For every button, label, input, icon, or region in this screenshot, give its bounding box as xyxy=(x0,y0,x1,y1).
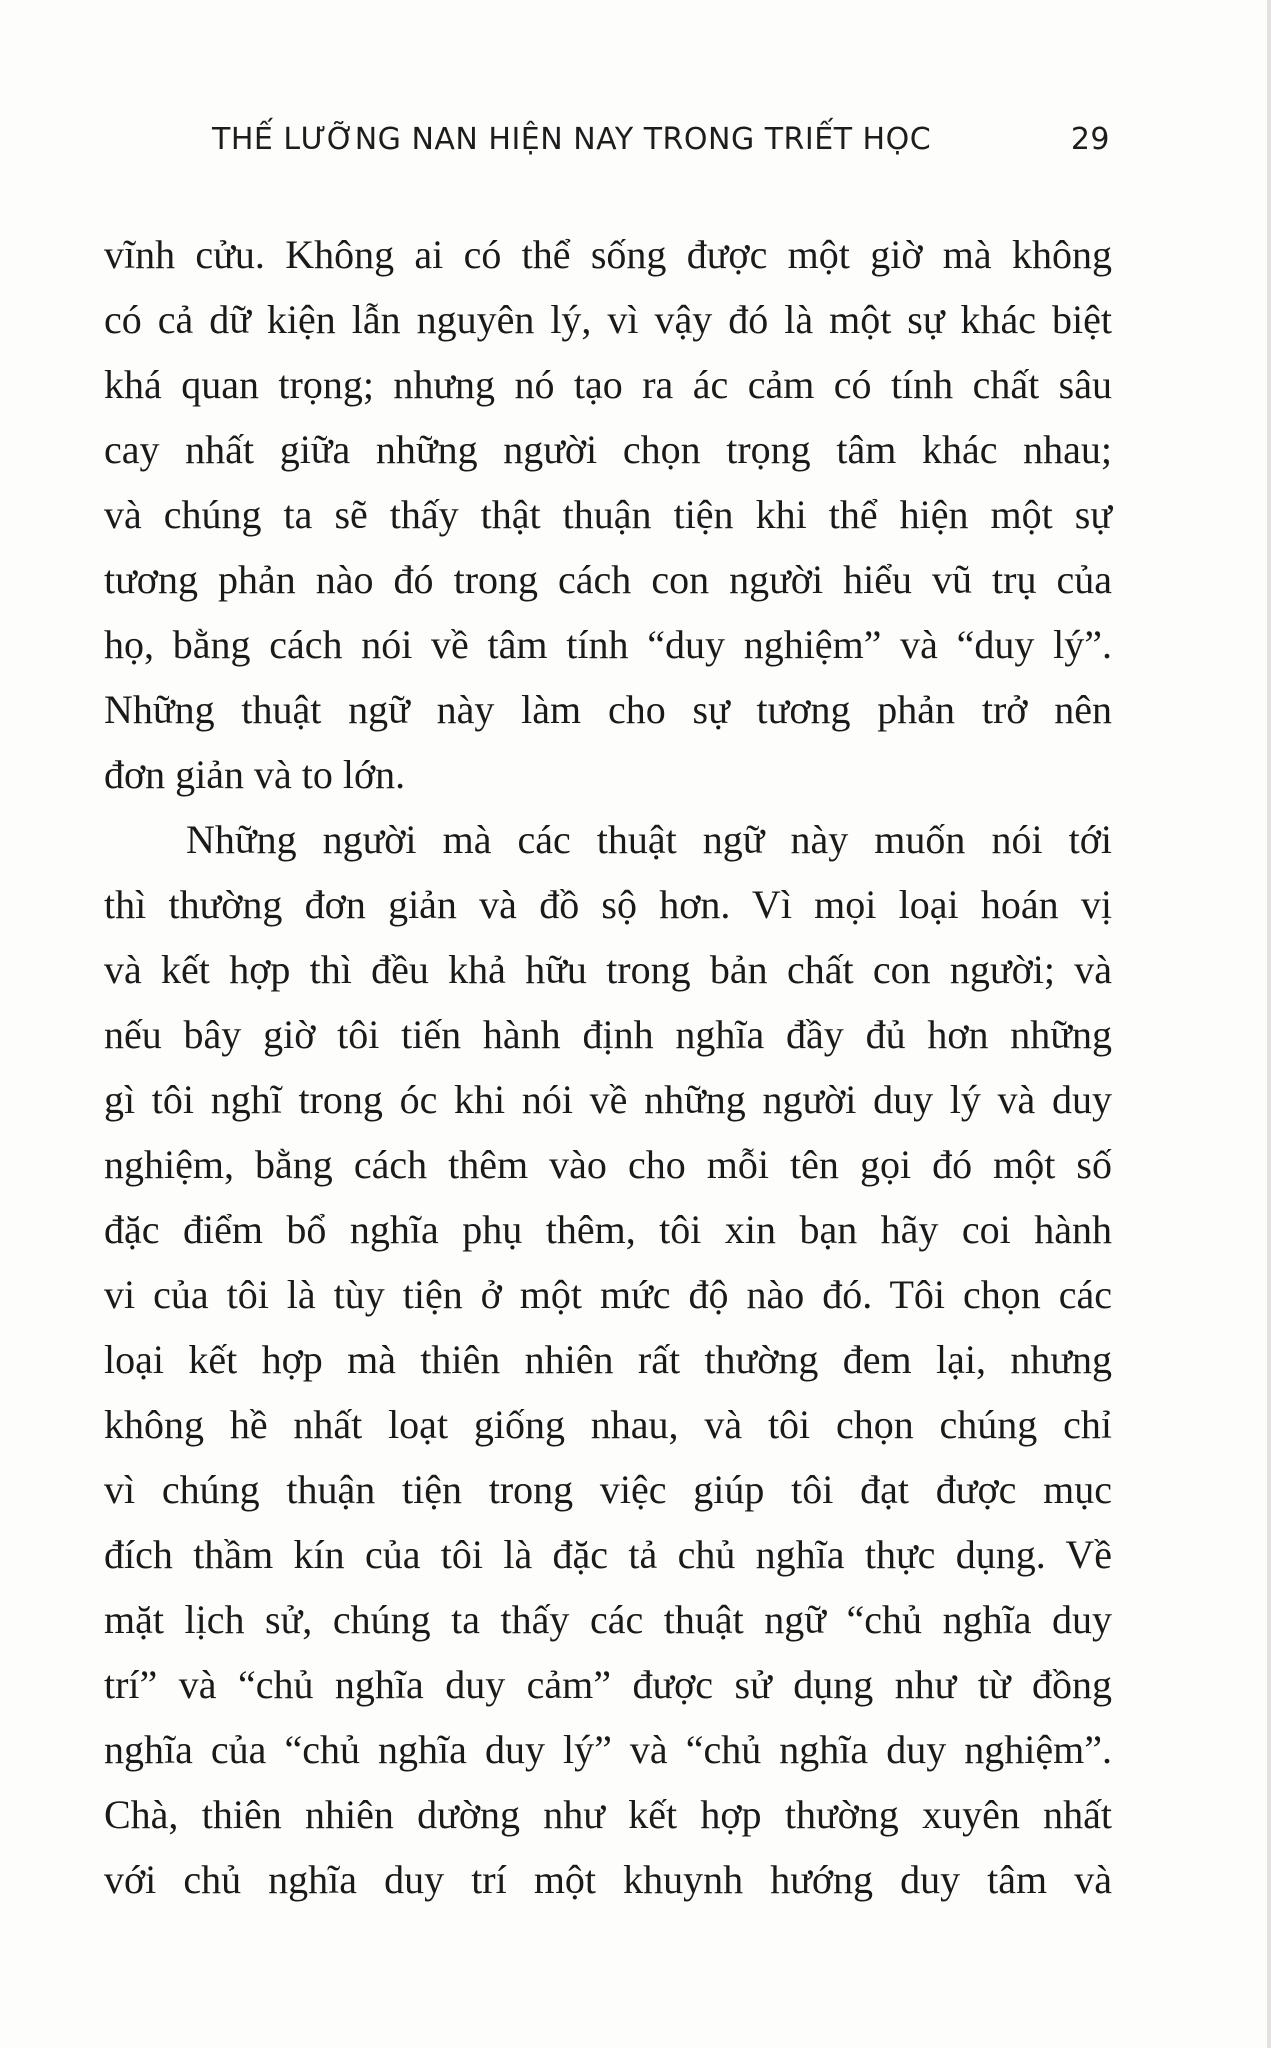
text-line: không hề nhất loạt giống nhau, và tôi chọn chúng chỉ xyxy=(104,1402,1112,1447)
running-header xyxy=(212,122,1110,170)
text-line: đơn giản và to lớn. xyxy=(104,752,406,797)
text-line: mặt lịch sử, chúng ta thấy các thuật ngữ “chủ nghĩa duy xyxy=(104,1597,1112,1642)
text-line: nghiệm, bằng cách thêm vào cho mỗi tên gọi đó một số xyxy=(104,1142,1112,1187)
running-title: THẾ LƯỠNG NAN HIỆN NAY TRONG TRIẾT HỌC xyxy=(212,122,932,157)
text-line: với chủ nghĩa duy trí một khuynh hướng duy tâm và xyxy=(104,1857,1112,1902)
page-number: 29 xyxy=(1070,122,1110,157)
text-line: đích thầm kín của tôi là đặc tả chủ nghĩa thực dụng. Về xyxy=(104,1532,1112,1577)
text-line: có cả dữ kiện lẫn nguyên lý, vì vậy đó là một sự khác biệt xyxy=(104,297,1112,342)
text-line: vĩnh cửu. Không ai có thể sống được một giờ mà không xyxy=(104,232,1112,277)
text-line: và chúng ta sẽ thấy thật thuận tiện khi thể hiện một sự xyxy=(104,492,1112,537)
text-line: họ, bằng cách nói về tâm tính “duy nghiệm” và “duy lý”. xyxy=(104,622,1112,667)
text-line: nghĩa của “chủ nghĩa duy lý” và “chủ nghĩa duy nghiệm”. xyxy=(104,1727,1112,1772)
paragraph-2 xyxy=(104,807,1112,1912)
text-line: Những thuật ngữ này làm cho sự tương phản trở nên xyxy=(104,687,1112,732)
paragraph-1 xyxy=(104,222,1112,807)
text-line: tương phản nào đó trong cách con người hiểu vũ trụ của xyxy=(104,557,1112,602)
text-line: Những người mà các thuật ngữ này muốn nói tới xyxy=(186,817,1112,862)
text-line: gì tôi nghĩ trong óc khi nói về những người duy lý và duy xyxy=(104,1077,1112,1122)
text-line: vì chúng thuận tiện trong việc giúp tôi đạt được mục xyxy=(104,1467,1112,1512)
text-line: thì thường đơn giản và đồ sộ hơn. Vì mọi loại hoán vị xyxy=(104,882,1112,927)
text-line: và kết hợp thì đều khả hữu trong bản chất con người; và xyxy=(104,947,1112,992)
text-line: vi của tôi là tùy tiện ở một mức độ nào đó. Tôi chọn các xyxy=(104,1272,1112,1317)
text-line: Chà, thiên nhiên dường như kết hợp thường xuyên nhất xyxy=(104,1792,1112,1837)
page-edge xyxy=(1267,0,1271,2048)
text-line: loại kết hợp mà thiên nhiên rất thường đem lại, nhưng xyxy=(104,1337,1112,1382)
text-line: cay nhất giữa những người chọn trọng tâm khác nhau; xyxy=(104,427,1112,472)
text-line: nếu bây giờ tôi tiến hành định nghĩa đầy đủ hơn những xyxy=(104,1012,1112,1057)
text-line: trí” và “chủ nghĩa duy cảm” được sử dụng như từ đồng xyxy=(104,1662,1112,1707)
text-line: đặc điểm bổ nghĩa phụ thêm, tôi xin bạn hãy coi hành xyxy=(104,1207,1112,1252)
text-line: khá quan trọng; nhưng nó tạo ra ác cảm có tính chất sâu xyxy=(104,362,1112,407)
body-text xyxy=(104,222,1112,1912)
